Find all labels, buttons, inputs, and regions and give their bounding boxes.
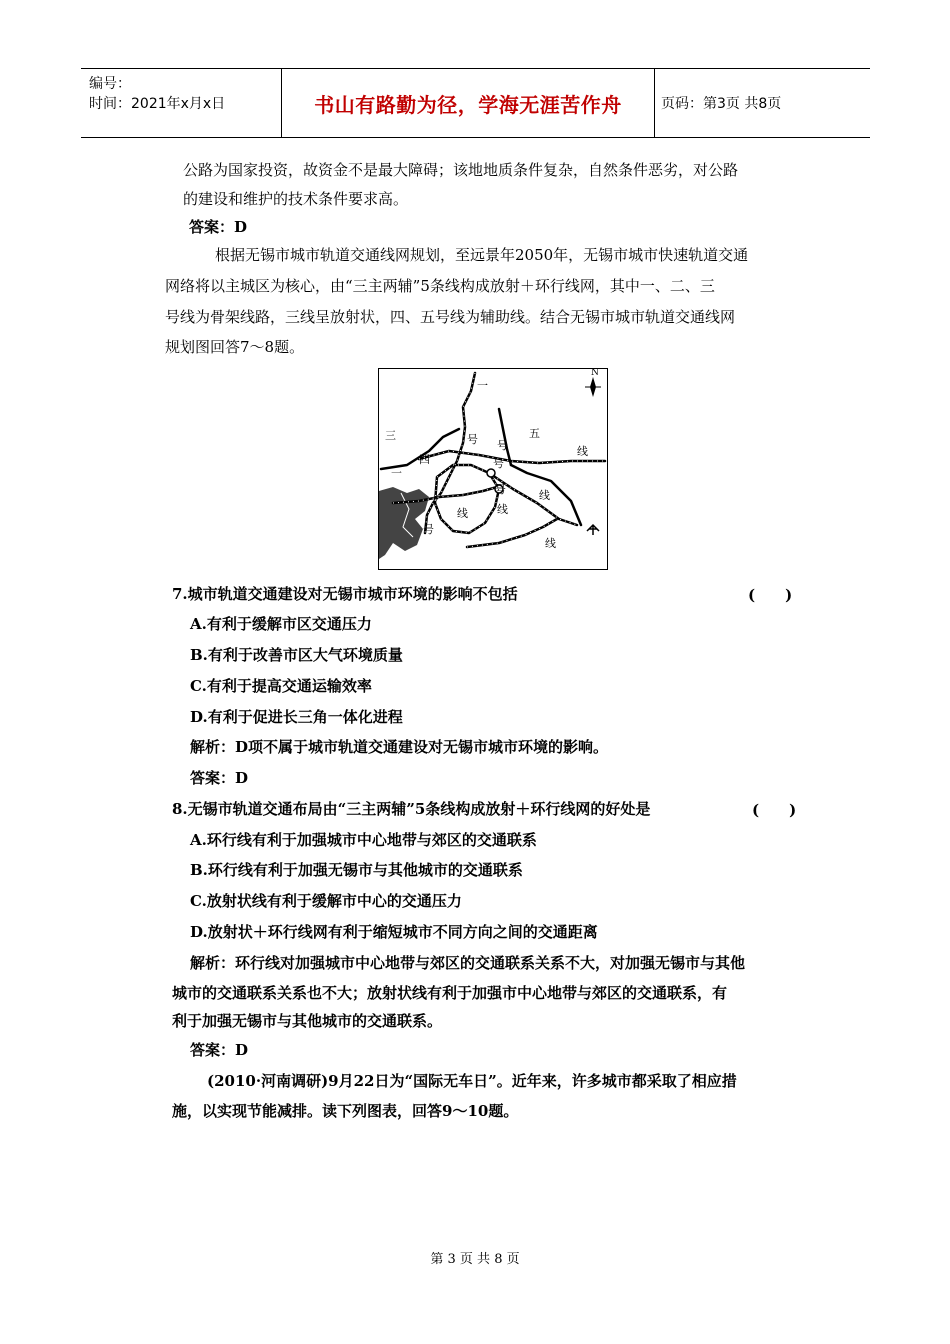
header-motto: 书山有路勤为径，学海无涯苦作舟 (314, 92, 622, 117)
rail-network-map-svg (379, 369, 607, 569)
header-meta (81, 69, 282, 137)
svg-text:三: 三 (385, 429, 396, 442)
svg-text:号: 号 (495, 483, 506, 496)
answer-blank: ( ) (752, 801, 797, 819)
intro-line: 施，以实现节能减排。读下列图表，回答9～10题。 (172, 1102, 519, 1120)
svg-text:线: 线 (539, 489, 550, 502)
page-info: 页码：第3页 共8页 (661, 96, 782, 112)
svg-text:二: 二 (391, 463, 402, 476)
option-c: C.有利于提高交通运输效率 (190, 677, 372, 695)
option-a: A.有利于缓解市区交通压力 (190, 615, 372, 633)
answer-blank: ( ) (748, 586, 793, 604)
question-8: 8.无锡市轨道交通布局由“三主两辅”5条线构成放射＋环行线网的好处是 (172, 800, 651, 818)
header-motto-cell (282, 69, 655, 137)
analysis-text: 利于加强无锡市与其他城市的交通联系。 (172, 1012, 443, 1030)
option-d: D.放射状＋环行线网有利于缩短城市不同方向之间的交通距离 (190, 923, 598, 941)
north-arrow-icon (585, 369, 601, 397)
svg-text:四: 四 (419, 453, 430, 466)
paragraph-line: 公路为国家投资，故资金不是最大障碍；该地地质条件复杂，自然条件恶劣，对公路 (183, 161, 739, 179)
north-label: N (591, 369, 599, 378)
svg-text:线: 线 (457, 507, 468, 520)
svg-text:号: 号 (467, 433, 478, 446)
svg-text:线: 线 (545, 537, 556, 550)
rail-network-map (378, 368, 608, 570)
svg-text:线: 线 (497, 503, 508, 516)
paragraph-line: 的建设和维护的技术条件要求高。 (183, 190, 409, 208)
answer-label: 答案：D (189, 218, 248, 236)
answer-label: 答案：D (190, 1041, 249, 1059)
svg-text:号: 号 (493, 457, 504, 470)
number-label: 编号： (89, 76, 131, 92)
svg-text:一: 一 (477, 379, 488, 392)
answer-label: 答案：D (190, 769, 249, 787)
analysis-text: 城市的交通联系关系也不大；放射状线有利于加强市中心地带与郊区的交通联系，有 (172, 984, 728, 1002)
intro-line: 号线为骨架线路，三线呈放射状，四、五号线为辅助线。结合无锡市城市轨道交通线网 (165, 308, 736, 326)
intro-line: 规划图回答7～8题。 (165, 338, 305, 356)
question-7: 7.城市轨道交通建设对无锡市城市环境的影响不包括 (172, 585, 518, 603)
option-d: D.有利于促进长三角一体化进程 (190, 708, 403, 726)
svg-text:号: 号 (423, 523, 434, 536)
page-header (81, 68, 870, 138)
footer-text: 第 3 页 共 8 页 (430, 1252, 520, 1267)
analysis-text: 解析：D项不属于城市轨道交通建设对无锡市城市环境的影响。 (190, 738, 609, 756)
option-c: C.放射状线有利于缓解市中心的交通压力 (190, 892, 462, 910)
option-a: A.环行线有利于加强城市中心地带与郊区的交通联系 (190, 831, 537, 849)
option-b: B.环行线有利于加强无锡市与其他城市的交通联系 (190, 861, 523, 879)
page-footer (0, 1248, 950, 1267)
time-label: 时间：2021年x月x日 (89, 96, 226, 112)
svg-text:五: 五 (529, 427, 540, 440)
intro-line: 网络将以主城区为核心，由“三主两辅”5条线构成放射＋环行线网，其中一、二、三 (165, 277, 715, 295)
intro-line: (2010·河南调研)9月22日为“国际无车日”。近年来，许多城市都采取了相应措 (207, 1072, 737, 1090)
analysis-text: 解析：环行线对加强城市中心地带与郊区的交通联系关系不大，对加强无锡市与其他 (190, 954, 746, 972)
svg-text:线: 线 (577, 445, 588, 458)
svg-text:号: 号 (497, 439, 508, 452)
intro-line: 根据无锡市城市轨道交通线网规划，至远景年2050年，无锡市城市快速轨道交通 (215, 246, 749, 264)
option-b: B.有利于改善市区大气环境质量 (190, 646, 403, 664)
